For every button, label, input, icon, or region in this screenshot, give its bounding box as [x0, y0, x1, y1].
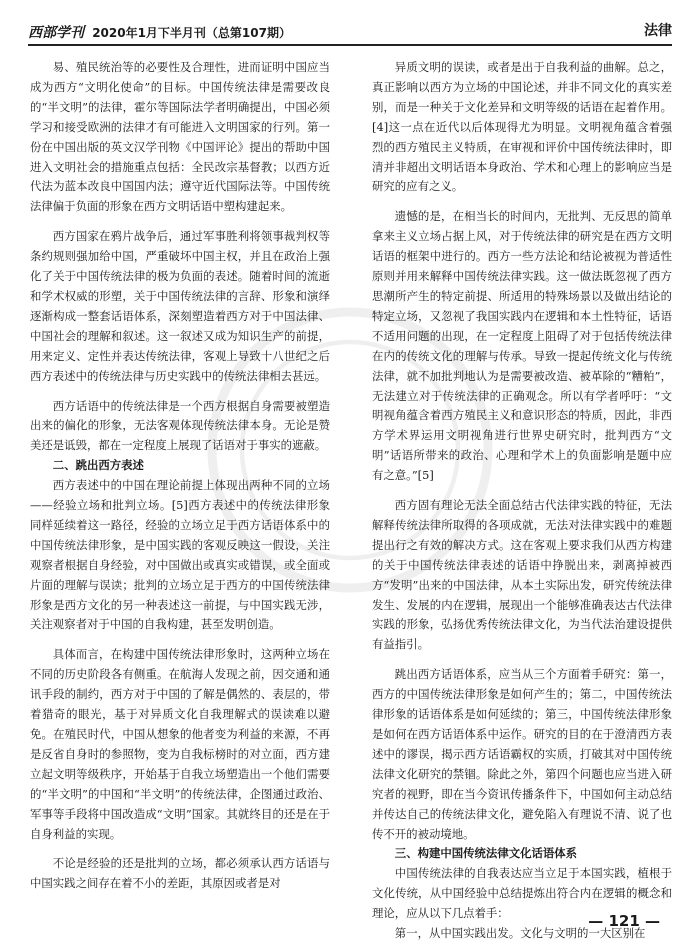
paragraph: 西方国家在鸦片战争后，通过军事胜利将领事裁判权等条约规则强加给中国，严重破坏中国主权，并且在政治上强化了关于中国传统法律的极为负面的表述。随着时间的流逝和学术权威的形塑，关于中国传统法律的言辞、形象和演绎逐渐构成一整套话语体系，深刻塑造着西方对于中国法律、中国社会的理解和叙述。这一叙述又成为知识生产的前提，用来定义、定性并表达传统法律，客观上导致十八世纪之后西方表述中的传统法律与历史实践中的传统法律相去甚远。: [30, 229, 330, 383]
paragraph: 异质文明的误读，或者是出于自我利益的曲解。总之，真正影响以西方为立场的中国论述，并非不同文化的真实差别，而是一种关于文化差异和文明等级的话语在起着作用。[4]这一点在近代以后体现得尤为明显。文明视角蕴含着强烈的西方殖民主义特质，在审视和评价中国传统法律时，即清并非超出文明话语本身政治、学术和心理上的影响应当是研究的应有之义。: [372, 60, 672, 194]
paragraph: 中国传统法律的自我表达应当立足于本国实践，植根于文化传统，从中国经验中总结提炼出符合内在逻辑的概念和理论，应从以下几点着手：: [372, 866, 672, 921]
section-heading: 三、构建中国传统法律文化话语体系: [394, 846, 578, 861]
right-column: [372, 58, 672, 944]
paragraph: 第一，从中国实践出发。文化与文明的一大区别在: [394, 926, 646, 941]
issue-info: 2020年1月下半月刊（总第107期）: [92, 26, 291, 40]
journal-logo: 西部学刊: [28, 25, 84, 41]
paragraph: 遗憾的是，在相当长的时间内，无批判、无反思的简单拿来主义立场占据上风，对于传统法律的研究是在西方文明话语的框架中进行的。西方一些方法论和结论被视为普适性原则并用来解释中国传统法律实践。这一做法既忽视了西方思潮所产生的特定前提、所适用的特殊场景以及做出结论的特定立场，又忽视了我国实践内在逻辑和本土性特征，话语不适用问题的出现，在一定程度上阻碍了对于包括传统法律在内的传统文化的理解与传承。导致一提起传统文化与传统法律，就不加批判地认为是需要被改造、被革除的“糟粕”，无法建立对于传统法律的正确观念。所以有学者呼吁：“文明视角蕴含着西方殖民主义和意识形态的特质，因此，非西方学术界运用文明视角进行世界史研究时，批判西方“文明”话语所带来的政治、心理和学术上的负面影响是题中应有之意。”[5]: [372, 209, 672, 483]
paragraph: 具体而言，在构建中国传统法律形象时，这两种立场在不同的历史阶段各有侧重。在航海人发现之前，因交通和通讯手段的制约，西方对于中国的了解是偶然的、表层的，带着猎奇的眼光，基于对异质文化自我理解式的误读难以避免。在殖民时代，中国从想象的他者变为利益的来源，不再是反省自身时的参照物，变为自我标榜时的对立面，西方建立起文明等级秩序，开始基于自我立场塑造出一个他们需要的“半文明”的中国和“半文明”的传统法律，企图通过政治、军事等手段将中国改造成“文明”国家。其就终目的还是在于自身利益的实现。: [30, 647, 330, 841]
left-column: [30, 58, 330, 894]
section-label: 法律: [644, 23, 672, 39]
page-header: [28, 16, 672, 46]
paragraph: 西方表述中的中国在理论前提上体现出两种不同的立场——经验立场和批判立场。[5]西方表述中的传统法律形象同样延续着这一路径，经验的立场立足于西方话语体系中的中国传统法律形象，是中国实践的客观反映这一假设，关注观察者根据自身经验，对中国做出或真实或错误，或全面或片面的理解与误读；批判的立场立足于西方的中国传统法律形象是西方文化的另一种表述这一前提，与中国实践无涉，关注观察者对于中国的自我构建，甚至发明创造。: [30, 478, 330, 632]
paragraph: 西方固有理论无法全面总结古代法律实践的特征，无法解释传统法律所取得的各项成就，无法对法律实践中的难题提出行之有效的解决方式。这在客观上要求我们从西方构建的关于中国传统法律表述的话语中挣脱出来，剥离掉被西方“发明”出来的中国法律，从本土实际出发，研究传统法律发生、发展的内在逻辑，展现出一个能够准确表达古代法律实践的形象，弘扬优秀传统法律文化，为当代法治建设提供有益指引。: [372, 498, 672, 652]
paragraph: 不论是经验的还是批判的立场，都必须承认西方话语与中国实践之间存在着不小的差距，其原因或者是对: [30, 856, 330, 891]
paragraph: 易、殖民统治等的必要性及合理性，进而证明中国应当成为西方“文明化使命”的目标。中国传统法律是需要改良的“半文明”的法律，霍尔等国际法学者明确提出，中国必须学习和接受欧洲的法律才有可能进入文明国家的行列。第一份在中国出版的英文汉学刊物《中国评论》提出的帮助中国进入文明社会的措施重点包括：全民改宗基督教；以西方近代法为蓝本改良中国国内法；遵守近代国际法等。中国传统法律偏于负面的形象在西方文明话语中塑构建起来。: [30, 60, 330, 214]
paragraph: 西方话语中的传统法律是一个西方根据自身需要被塑造出来的偏化的形象，无法客观体现传统法律本身。无论是赞美还是诋毁，都在一定程度上展现了话语对于事实的遮蔽。: [30, 398, 330, 453]
page-number: — 121 —: [588, 912, 660, 930]
section-heading: 二、跳出西方表述: [52, 458, 144, 473]
paragraph: 跳出西方话语体系，应当从三个方面着手研究：第一，西方的中国传统法律形象是如何产生的；第二，中国传统法律形象的话语体系是如何延续的；第三，中国传统法律形象是如何在西方话语体系中运作。研究的目的在于澄清西方表述中的谬误，揭示西方话语霸权的实质，打破其对中国传统法律文化研究的禁锢。除此之外，第四个问题也应当进入研究者的视野，即在当今资讯传播条件下，中国如何主动总结并传达自己的传统法律文化，避免陷入有理说不清、说了也传不开的被动境地。: [372, 667, 672, 841]
journal-info: [28, 22, 291, 42]
